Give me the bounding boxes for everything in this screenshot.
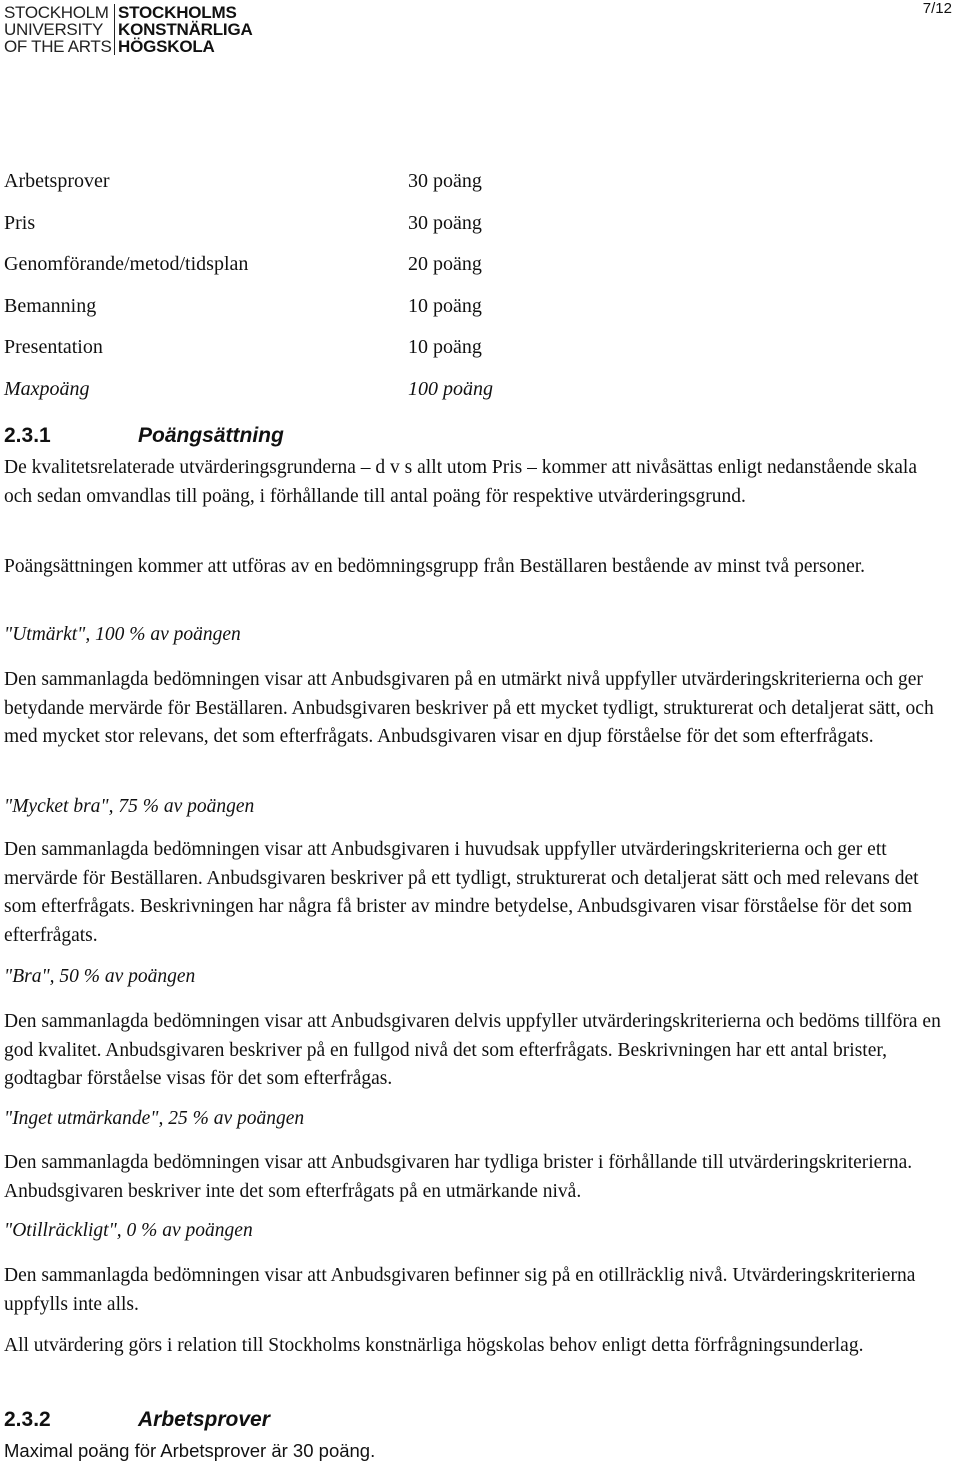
grade-heading: "Otillräckligt", 0 % av poängen <box>4 1220 253 1241</box>
criteria-label: Arbetsprover <box>4 170 110 192</box>
section-heading-231 <box>4 424 284 448</box>
institution-logo <box>4 4 253 55</box>
grade-description: Den sammanlagda bedömningen visar att Anbudsgivaren har tydliga brister i förhållande till utvärderingskriterierna. Anbudsgivaren beskriver inte det som efterfrågats på en utmärkande nivå. <box>4 1152 913 1202</box>
section-232-text: Maximal poäng för Arbetsprover är 30 poäng. <box>4 1440 376 1461</box>
logo-sv-line: HÖGSKOLA <box>114 38 215 55</box>
logo-sv-line: KONSTNÄRLIGA <box>114 21 253 38</box>
logo-sv-line: STOCKHOLMS <box>114 4 237 21</box>
section-title: Arbetsprover <box>138 1408 270 1431</box>
total-label: Maxpoäng <box>4 378 90 400</box>
criteria-points: 30 poäng <box>408 212 482 234</box>
criteria-points: 10 poäng <box>408 336 482 358</box>
grade-heading: "Mycket bra", 75 % av poängen <box>4 796 255 817</box>
page-number: 7/12 <box>922 0 952 17</box>
grade-heading: "Utmärkt", 100 % av poängen <box>4 624 241 645</box>
criteria-label: Genomförande/metod/tidsplan <box>4 253 249 275</box>
criteria-points: 20 poäng <box>408 253 482 275</box>
closing-paragraph: All utvärdering görs i relation till Stockholms konstnärliga högskolas behov enligt detta förfrågningsunderlag. <box>4 1335 864 1356</box>
grade-heading: "Bra", 50 % av poängen <box>4 966 196 987</box>
grade-description: Den sammanlagda bedömningen visar att Anbudsgivaren i huvudsak uppfyller utvärderingskriterierna och ger ett mervärde för Beställaren. Anbudsgivaren beskriver på ett tydligt, strukturerat och detaljerat sätt och med relevans det som efterfrågats. Beskrivningen har några få brister av mindre betydelse, Anbudsgivaren visar förståelse för det som efterfrågats. <box>4 839 919 946</box>
grade-heading: "Inget utmärkande", 25 % av poängen <box>4 1108 305 1129</box>
criteria-points: 30 poäng <box>408 170 482 192</box>
intro-paragraph: De kvalitetsrelaterade utvärderingsgrunderna – d v s allt utom Pris – kommer att nivåsättas enligt nedanstående skala och sedan omvandlas till poäng, i förhållande till antal poäng för respektive utvärderingsgrund. <box>4 457 917 507</box>
logo-en-line: OF THE ARTS <box>4 37 112 56</box>
section-number: 2.3.1 <box>4 424 51 447</box>
criteria-label: Bemanning <box>4 295 97 317</box>
section-title: Poängsättning <box>138 424 284 447</box>
criteria-points: 10 poäng <box>408 295 482 317</box>
grade-description: Den sammanlagda bedömningen visar att Anbudsgivaren befinner sig på en otillräcklig nivå. Utvärderingskriterierna uppfylls inte alls. <box>4 1265 916 1315</box>
section-number: 2.3.2 <box>4 1408 51 1431</box>
grade-description: Den sammanlagda bedömningen visar att Anbudsgivaren på en utmärkt nivå uppfyller utvärderingskriterierna och ger betydande mervärde för Beställaren. Anbudsgivaren beskriver på ett mycket tydligt, strukturerat och detaljerat sätt, och med mycket stor relevans, det som efterfrågats. Anbudsgivaren visar en djup förståelse för det som efterfrågats. <box>4 669 934 747</box>
grade-description: Den sammanlagda bedömningen visar att Anbudsgivaren delvis uppfyller utvärderingskriterierna och bedöms tillföra en god kvalitet. Anbudsgivaren beskriver på en fullgod nivå det som efterfrågats. Beskrivningen har ett antal brister, godtagbar förståelse visas för det som efterfrågas. <box>4 1011 941 1089</box>
logo-en-line: UNIVERSITY <box>4 20 104 39</box>
criteria-label: Pris <box>4 212 36 234</box>
total-points: 100 poäng <box>408 378 493 400</box>
group-paragraph: Poängsättningen kommer att utföras av en bedömningsgrupp från Beställaren bestående av minst två personer. <box>4 556 866 577</box>
logo-en-line: STOCKHOLM <box>4 3 109 22</box>
section-heading-232 <box>4 1408 270 1432</box>
criteria-label: Presentation <box>4 336 103 358</box>
